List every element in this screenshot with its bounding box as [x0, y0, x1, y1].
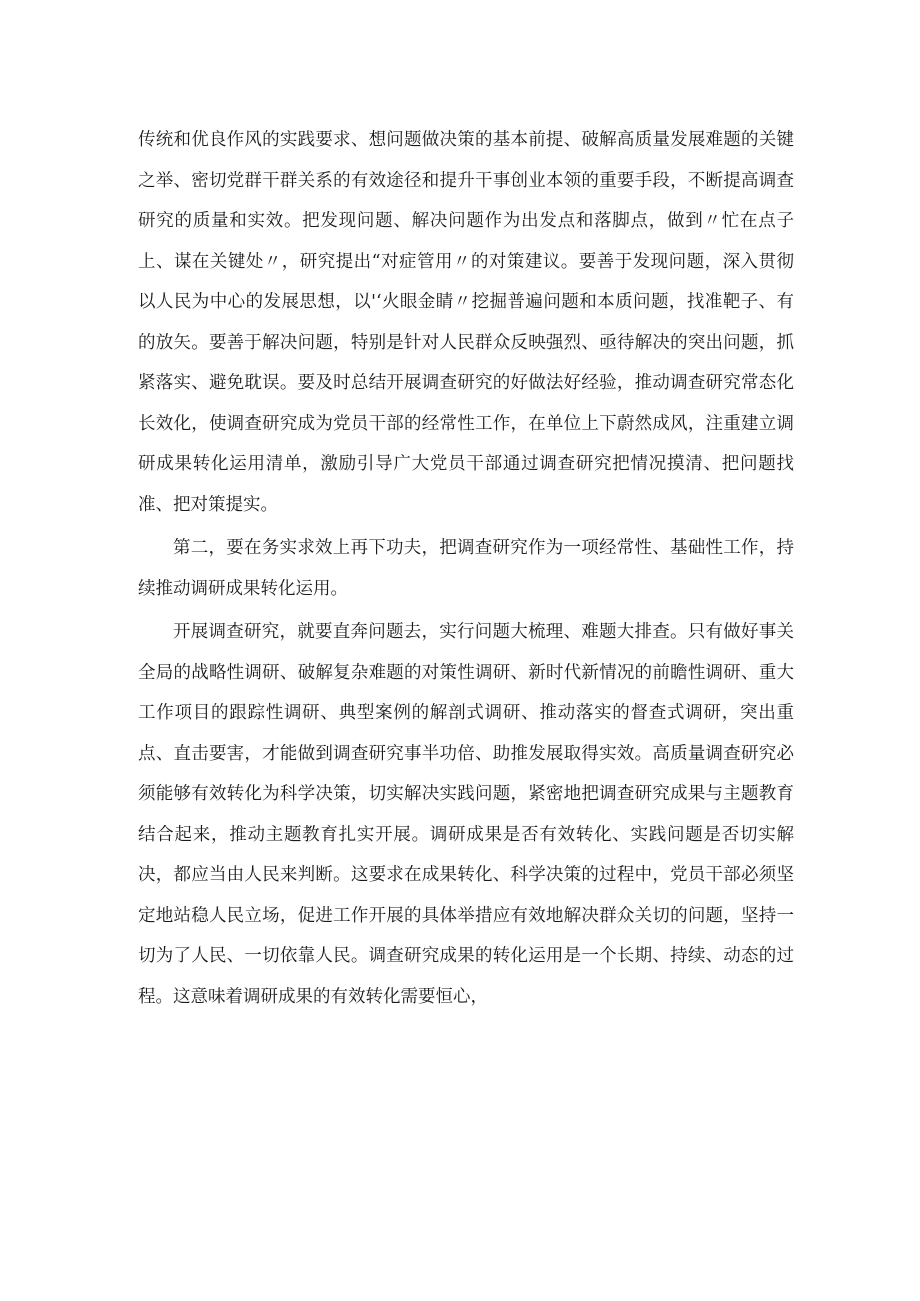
document-body [138, 120, 794, 1017]
paragraph-section-two-body: 开展调查研究，就要直奔问题去，实行问题大梳理、难题大排查。只有做好事关全局的战略性调研、破解复杂难题的对策性调研、新时代新情况的前瞻性调研、重大工作项目的跟踪性调研、典型案例的解剖式调研、推动落实的督查式调研，突出重点、直击要害，才能做到调查研究事半功倍、助推发展取得实效。高质量调查研究必须能够有效转化为科学决策，切实解决实践问题，紧密地把调查研究成果与主题教育结合起来，推动主题教育扎实开展。调研成果是否有效转化、实践问题是否切实解决，都应当由人民来判断。这要求在成果转化、科学决策的过程中，党员干部必须坚定地站稳人民立场，促进工作开展的具体举措应有效地解决群众关切的问题，坚持一切为了人民、一切依靠人民。调查研究成果的转化运用是一个长期、持续、动态的过程。这意味着调研成果的有效转化需要恒心， [138, 622, 794, 1007]
paragraph-continuation: 传统和优良作风的实践要求、想问题做决策的基本前提、破解高质量发展难题的关键之举、密切党群干群关系的有效途径和提升干事创业本领的重要手段，不断提高调查研究的质量和实效。把发现问题、解决问题作为出发点和落脚点，做到〃忙在点子上、谋在关键处〃，研究提出“对症管用〃的对策建议。要善于发现问题，深入贯彻以人民为中心的发展思想，以'‘火眼金睛〃挖掘普遍问题和本质问题，找准靶子、有的放矢。要善于解决问题，特别是针对人民群众反映强烈、亟待解决的突出问题，抓紧落实、避免耽误。要及时总结开展调查研究的好做法好经验，推动调查研究常态化长效化，使调查研究成为党员干部的经常性工作，在单位上下蔚然成风，注重建立调研成果转化运用清单，激励引导广大党员干部通过调查研究把情况摸清、把问题找准、把对策提实。 [138, 130, 794, 515]
paragraph-section-two-heading: 第二，要在务实求效上再下功夫，把调查研究作为一项经常性、基础性工作，持续推动调研成果转化运用。 [138, 538, 794, 599]
